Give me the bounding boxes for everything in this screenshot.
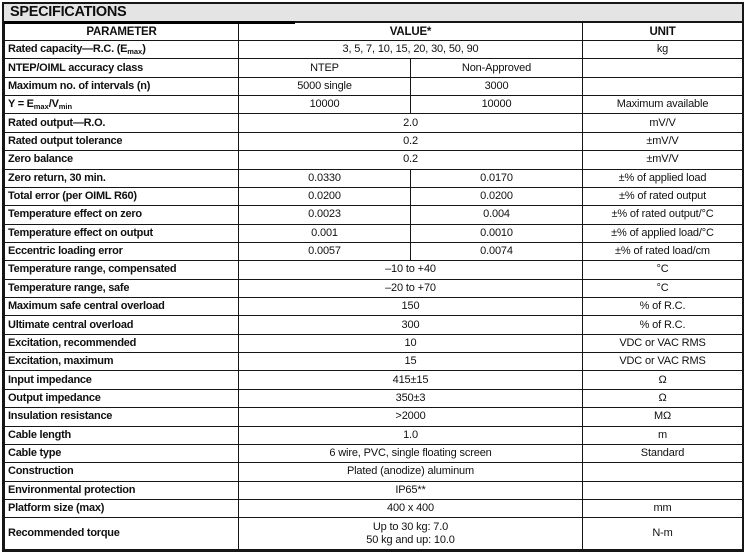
value-cell: 2.0 — [239, 114, 583, 132]
parameter-cell: Construction — [5, 463, 239, 481]
table-row — [5, 41, 743, 59]
unit-cell: kg — [583, 41, 743, 59]
value-cell-2: 0.0170 — [411, 169, 583, 187]
unit-cell: ±mV/V — [583, 151, 743, 169]
table-row — [5, 463, 743, 481]
table-row — [5, 316, 743, 334]
value-cell-2: 0.004 — [411, 206, 583, 224]
unit-cell — [583, 77, 743, 95]
parameter-cell: Maximum safe central overload — [5, 298, 239, 316]
unit-cell: ±% of rated output/°C — [583, 206, 743, 224]
unit-cell: Standard — [583, 444, 743, 462]
parameter-cell: Excitation, maximum — [5, 353, 239, 371]
value-cell: Up to 30 kg: 7.0 50 kg and up: 10.0 — [239, 518, 583, 550]
parameter-cell: Ultimate central overload — [5, 316, 239, 334]
title-underline — [4, 21, 295, 24]
unit-cell: % of R.C. — [583, 316, 743, 334]
unit-cell: ±% of applied load — [583, 169, 743, 187]
parameter-cell: Cable type — [5, 444, 239, 462]
value-cell: 10000 — [239, 96, 411, 114]
value-cell: IP65** — [239, 481, 583, 499]
value-cell: 6 wire, PVC, single floating screen — [239, 444, 583, 462]
unit-cell: ±mV/V — [583, 132, 743, 150]
parameter-cell: Maximum no. of intervals (n) — [5, 77, 239, 95]
value-cell: 0.2 — [239, 132, 583, 150]
parameter-cell: Eccentric loading error — [5, 242, 239, 260]
table-row — [5, 389, 743, 407]
parameter-cell: Rated output tolerance — [5, 132, 239, 150]
table-row — [5, 59, 743, 77]
value-cell: –10 to +40 — [239, 261, 583, 279]
table-row — [5, 279, 743, 297]
unit-cell: °C — [583, 261, 743, 279]
value-cell: 0.0023 — [239, 206, 411, 224]
value-cell: 3, 5, 7, 10, 15, 20, 30, 50, 90 — [239, 41, 583, 59]
table-row — [5, 334, 743, 352]
value-cell: 415±15 — [239, 371, 583, 389]
value-cell-2: 0.0074 — [411, 242, 583, 260]
table-row — [5, 481, 743, 499]
table-row — [5, 408, 743, 426]
table-row — [5, 114, 743, 132]
table-row — [5, 298, 743, 316]
value-cell: 10 — [239, 334, 583, 352]
table-row — [5, 261, 743, 279]
parameter-cell: Zero return, 30 min. — [5, 169, 239, 187]
unit-cell: N-m — [583, 518, 743, 550]
unit-cell: MΩ — [583, 408, 743, 426]
table-row — [5, 426, 743, 444]
value-cell-2: Non-Approved — [411, 59, 583, 77]
parameter-cell: Input impedance — [5, 371, 239, 389]
unit-cell: m — [583, 426, 743, 444]
value-cell: 300 — [239, 316, 583, 334]
parameter-cell: Cable length — [5, 426, 239, 444]
unit-cell: % of R.C. — [583, 298, 743, 316]
table-row — [5, 353, 743, 371]
parameter-cell: Temperature effect on zero — [5, 206, 239, 224]
unit-cell — [583, 59, 743, 77]
value-cell-2: 0.0010 — [411, 224, 583, 242]
value-cell: 0.0057 — [239, 242, 411, 260]
value-cell: 5000 single — [239, 77, 411, 95]
value-cell: 15 — [239, 353, 583, 371]
table-row — [5, 206, 743, 224]
value-cell-2: 3000 — [411, 77, 583, 95]
unit-cell: Ω — [583, 371, 743, 389]
parameter-cell: Rated output—R.O. — [5, 114, 239, 132]
parameter-cell: $Y = E_{max}/V_{min}$ — [5, 96, 239, 114]
unit-cell: Maximum available — [583, 96, 743, 114]
unit-cell: VDC or VAC RMS — [583, 353, 743, 371]
value-cell: 0.0330 — [239, 169, 411, 187]
value-cell-2: 0.0200 — [411, 187, 583, 205]
value-cell: Plated (anodize) aluminum — [239, 463, 583, 481]
parameter-cell: Excitation, recommended — [5, 334, 239, 352]
value-cell: 350±3 — [239, 389, 583, 407]
value-cell: NTEP — [239, 59, 411, 77]
table-row — [5, 518, 743, 550]
unit-cell — [583, 463, 743, 481]
unit-cell: Ω — [583, 389, 743, 407]
parameter-cell: NTEP/OIML accuracy class — [5, 59, 239, 77]
parameter-cell: Temperature range, safe — [5, 279, 239, 297]
parameter-cell: Temperature effect on output — [5, 224, 239, 242]
unit-cell: mV/V — [583, 114, 743, 132]
value-cell: 1.0 — [239, 426, 583, 444]
unit-cell: ±% of rated output — [583, 187, 743, 205]
table-row — [5, 169, 743, 187]
table-row — [5, 224, 743, 242]
value-cell: 400 x 400 — [239, 499, 583, 517]
column-header-value: VALUE* — [239, 23, 583, 41]
parameter-cell: Platform size (max) — [5, 499, 239, 517]
parameter-cell: Total error (per OIML R60) — [5, 187, 239, 205]
value-cell: >2000 — [239, 408, 583, 426]
page-title: SPECIFICATIONS — [10, 3, 127, 20]
unit-cell: ±% of rated load/cm — [583, 242, 743, 260]
spec-table-header — [5, 23, 743, 41]
table-row — [5, 499, 743, 517]
specifications-table — [4, 22, 743, 550]
header-row — [5, 23, 743, 41]
parameter-cell: Zero balance — [5, 151, 239, 169]
unit-cell: VDC or VAC RMS — [583, 334, 743, 352]
table-row — [5, 96, 743, 114]
parameter-cell: Output impedance — [5, 389, 239, 407]
value-cell: –20 to +70 — [239, 279, 583, 297]
table-row — [5, 151, 743, 169]
table-row — [5, 187, 743, 205]
table-row — [5, 242, 743, 260]
table-row — [5, 371, 743, 389]
parameter-cell: Environmental protection — [5, 481, 239, 499]
parameter-cell: Insulation resistance — [5, 408, 239, 426]
unit-cell: mm — [583, 499, 743, 517]
value-cell: 0.2 — [239, 151, 583, 169]
column-header-unit: UNIT — [583, 23, 743, 41]
specifications-table-frame — [2, 2, 744, 552]
parameter-cell: Temperature range, compensated — [5, 261, 239, 279]
value-cell-2: 10000 — [411, 96, 583, 114]
parameter-cell: Rated capacity—R.C. $(E_{max})$ — [5, 41, 239, 59]
parameter-cell: Recommended torque — [5, 518, 239, 550]
table-row — [5, 444, 743, 462]
unit-cell: °C — [583, 279, 743, 297]
table-row — [5, 77, 743, 95]
column-header-parameter: PARAMETER — [5, 23, 239, 41]
unit-cell: ±% of applied load/°C — [583, 224, 743, 242]
unit-cell — [583, 481, 743, 499]
value-cell: 0.001 — [239, 224, 411, 242]
value-cell: 0.0200 — [239, 187, 411, 205]
spec-table-body — [5, 41, 743, 550]
value-cell: 150 — [239, 298, 583, 316]
specifications-title-bar — [4, 4, 742, 22]
table-row — [5, 132, 743, 150]
